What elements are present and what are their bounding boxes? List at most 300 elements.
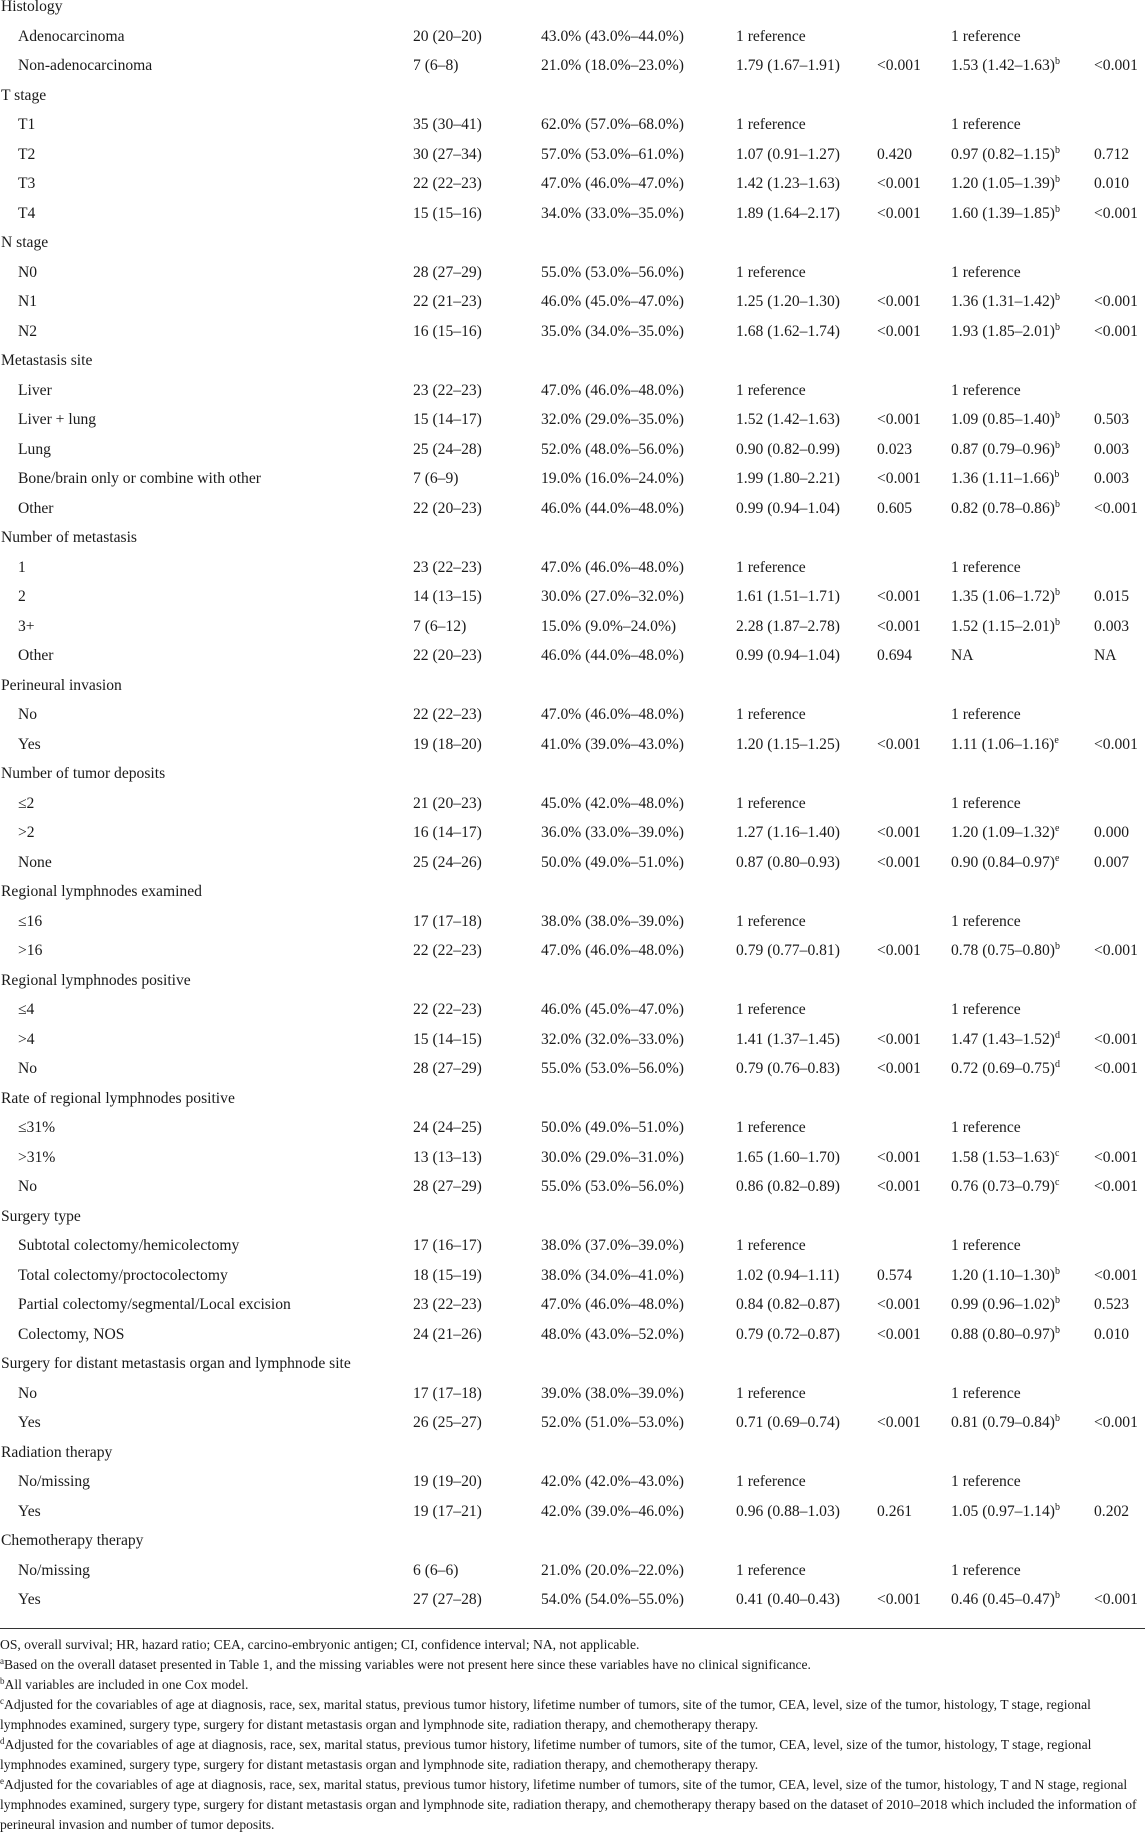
section-label: Number of tumor deposits (1, 765, 166, 782)
univariate-hr-cell: 1.41 (1.37–1.45) (736, 1030, 840, 1048)
univariate-p-cell: <0.001 (877, 175, 921, 192)
median-os-cell: 15 (15–16) (413, 204, 482, 222)
median-os-cell: 6 (6–6) (413, 1561, 459, 1579)
section-label: N stage (1, 234, 49, 251)
footnote-letter: a (0, 1656, 4, 1666)
univariate-hr-cell: 2.28 (1.87–2.78) (736, 617, 840, 635)
row-label: Other (18, 499, 54, 517)
table-row (0, 789, 1145, 819)
table-row (0, 907, 1145, 937)
survival-rate-cell: 38.0% (37.0%–39.0%) (541, 1237, 684, 1254)
multivariate-hr-cell (951, 22, 1021, 52)
table-row (0, 1408, 1145, 1438)
univariate-hr-cell: 1 reference (736, 1384, 806, 1402)
footnote-marker: d (1054, 1059, 1060, 1070)
univariate-hr-cell: 1.42 (1.23–1.63) (736, 175, 840, 192)
section-label: Rate of regional lymphnodes positive (1, 1089, 235, 1107)
section-label: Regional lymphnodes positive (1, 971, 191, 989)
footnote-marker: c (1054, 1147, 1060, 1159)
multivariate-p-cell: <0.001 (1094, 1060, 1138, 1077)
median-os-cell: 22 (22–23) (413, 175, 482, 192)
median-os-cell: 22 (22–23) (413, 942, 482, 959)
footnote-text: All variables are included in one Cox model. (4, 1677, 249, 1692)
survival-rate-cell: 52.0% (48.0%–56.0%) (541, 440, 684, 458)
multivariate-p-cell: <0.001 (1094, 1591, 1138, 1608)
row-label: 2 (18, 588, 26, 605)
multivariate-hr-value: 1.05 (0.97–1.14) (951, 1502, 1055, 1520)
multivariate-p-cell: <0.001 (1094, 322, 1138, 340)
multivariate-hr-value: 1 reference (951, 1119, 1021, 1136)
univariate-p-cell: 0.023 (877, 440, 913, 458)
row-label: 1 (18, 558, 26, 576)
row-label: T3 (18, 175, 36, 192)
median-os-cell: 23 (22–23) (413, 381, 482, 399)
row-label: Colectomy, NOS (18, 1325, 125, 1343)
median-os-cell: 19 (19–20) (413, 1473, 482, 1490)
median-os-cell: 23 (22–23) (413, 1296, 482, 1313)
row-label: Yes (18, 1591, 41, 1608)
row-label: Liver (18, 381, 52, 399)
multivariate-hr-value: 1.53 (1.42–1.63) (951, 57, 1055, 74)
footnote-marker: b (1054, 469, 1060, 480)
multivariate-hr-cell (951, 1408, 1060, 1438)
survival-rate-cell: 38.0% (34.0%–41.0%) (541, 1266, 684, 1284)
multivariate-hr-cell (951, 1231, 1021, 1261)
footnote-marker: b (1054, 321, 1060, 333)
multivariate-p-cell: <0.001 (1094, 735, 1138, 753)
univariate-p-cell: <0.001 (877, 411, 921, 428)
median-os-cell: 24 (24–25) (413, 1119, 482, 1136)
table-row (0, 1320, 1145, 1350)
univariate-hr-cell: 1 reference (736, 1001, 806, 1018)
multivariate-hr-value: 0.81 (0.79–0.84) (951, 1414, 1055, 1431)
footnote-marker: b (1054, 1590, 1060, 1601)
multivariate-hr-value: 0.76 (0.73–0.79) (951, 1178, 1055, 1195)
univariate-hr-cell: 1.99 (1.80–2.21) (736, 470, 840, 487)
multivariate-hr-value: 0.97 (0.82–1.15) (951, 145, 1055, 163)
multivariate-hr-cell (951, 1290, 1060, 1320)
univariate-p-cell: <0.001 (877, 853, 921, 871)
row-label: Total colectomy/proctocolectomy (18, 1266, 228, 1284)
univariate-p-cell: <0.001 (877, 942, 921, 959)
univariate-p-cell: <0.001 (877, 824, 921, 841)
table-row (0, 641, 1145, 671)
median-os-cell: 7 (6–9) (413, 470, 459, 487)
row-label: Yes (18, 1502, 41, 1520)
univariate-hr-cell: 1 reference (736, 706, 806, 723)
survival-rate-cell: 19.0% (16.0%–24.0%) (541, 470, 684, 487)
footnote-marker: c (1054, 1177, 1060, 1188)
survival-rate-cell: 55.0% (53.0%–56.0%) (541, 1060, 684, 1077)
table-row (0, 1261, 1145, 1291)
survival-rate-cell: 47.0% (46.0%–47.0%) (541, 175, 684, 192)
univariate-hr-cell: 1.52 (1.42–1.63) (736, 411, 840, 428)
section-label: Chemotherapy therapy (1, 1532, 144, 1549)
section-header-row (0, 523, 1145, 553)
multivariate-hr-cell (951, 51, 1060, 81)
row-label: T1 (18, 116, 36, 133)
median-os-cell: 17 (17–18) (413, 912, 482, 930)
median-os-cell: 22 (21–23) (413, 293, 482, 310)
table-row (0, 1172, 1145, 1202)
row-label: N1 (18, 293, 38, 310)
median-os-cell: 35 (30–41) (413, 116, 482, 133)
table-row (0, 140, 1145, 170)
univariate-p-cell: 0.605 (877, 499, 913, 517)
median-os-cell: 22 (22–23) (413, 1001, 482, 1018)
univariate-hr-cell: 1.65 (1.60–1.70) (736, 1148, 840, 1166)
multivariate-hr-value: 1.58 (1.53–1.63) (951, 1148, 1055, 1166)
univariate-hr-cell: 0.79 (0.76–0.83) (736, 1060, 840, 1077)
multivariate-hr-cell (951, 1320, 1060, 1350)
multivariate-hr-value: 1 reference (951, 1001, 1021, 1018)
multivariate-hr-value: NA (951, 647, 974, 664)
multivariate-p-cell: 0.000 (1094, 824, 1130, 841)
footnote-letter: d (0, 1736, 5, 1746)
multivariate-p-cell: <0.001 (1094, 57, 1138, 74)
median-os-cell: 27 (27–28) (413, 1591, 482, 1608)
multivariate-hr-value: 1 reference (951, 706, 1021, 723)
section-label: Perineural invasion (1, 676, 122, 694)
multivariate-hr-cell (951, 464, 1059, 494)
univariate-p-cell: 0.694 (877, 647, 913, 664)
survival-rate-cell: 41.0% (39.0%–43.0%) (541, 735, 684, 753)
multivariate-p-cell: <0.001 (1094, 204, 1138, 222)
row-label: Yes (18, 735, 41, 753)
footnote-text: OS, overall survival; HR, hazard ratio; CEA, carcino-embryonic antigen; CI, confidence interval; NA, not applicable. (0, 1637, 640, 1652)
multivariate-hr-value: 0.78 (0.75–0.80) (951, 942, 1055, 959)
footnote-marker: b (1054, 1501, 1060, 1513)
row-label: ≤4 (18, 1001, 35, 1018)
table-row (0, 317, 1145, 347)
section-header-row (0, 1202, 1145, 1232)
footnote-text: Adjusted for the covariables of age at diagnosis, race, sex, marital status, previous tumor history, lifetime number of tumors, site of the tumor, CEA, level, size of the tumor, histology, T stage, regional lymphnodes examined, surgery type, surgery for distant metastasis organ and lymphnode site, radiation therapy, and chemotherapy therapy. (0, 1697, 1091, 1732)
univariate-hr-cell: 1 reference (736, 116, 806, 133)
row-label: No (18, 706, 38, 723)
footnote-marker: e (1054, 852, 1060, 864)
median-os-cell: 15 (14–15) (413, 1030, 482, 1048)
footnote-marker: b (1054, 174, 1060, 185)
univariate-p-cell: <0.001 (877, 1325, 921, 1343)
row-label: ≤16 (18, 912, 43, 930)
multivariate-hr-value: 1.09 (0.85–1.40) (951, 411, 1055, 428)
median-os-cell: 16 (15–16) (413, 322, 482, 340)
univariate-hr-cell: 1 reference (736, 381, 806, 399)
survival-rate-cell: 62.0% (57.0%–68.0%) (541, 116, 684, 133)
multivariate-p-cell: 0.712 (1094, 145, 1130, 163)
section-label: Regional lymphnodes examined (1, 883, 202, 900)
survival-rate-cell: 45.0% (42.0%–48.0%) (541, 794, 684, 812)
multivariate-hr-value: 0.99 (0.96–1.02) (951, 1296, 1055, 1313)
multivariate-hr-value: 1 reference (951, 1473, 1021, 1490)
row-label: >4 (18, 1030, 35, 1048)
multivariate-p-cell: 0.003 (1094, 470, 1130, 487)
univariate-p-cell: 0.574 (877, 1266, 913, 1284)
section-label: Number of metastasis (1, 529, 137, 546)
survival-rate-cell: 57.0% (53.0%–61.0%) (541, 145, 684, 163)
multivariate-p-cell: 0.503 (1094, 411, 1130, 428)
footnote-marker: b (1054, 1324, 1060, 1336)
table-row (0, 287, 1145, 317)
multivariate-hr-cell (951, 110, 1021, 140)
row-label: Yes (18, 1414, 41, 1431)
section-header-row (0, 966, 1145, 996)
footnote-marker: b (1054, 587, 1060, 598)
univariate-hr-cell: 0.99 (0.94–1.04) (736, 647, 840, 664)
multivariate-p-cell: 0.007 (1094, 853, 1130, 871)
row-label: Non-adenocarcinoma (18, 57, 153, 74)
multivariate-hr-cell (951, 169, 1060, 199)
median-os-cell: 25 (24–28) (413, 440, 482, 458)
footnote-marker: e (1054, 734, 1059, 746)
multivariate-hr-value: 0.72 (0.69–0.75) (951, 1060, 1055, 1077)
row-label: Lung (18, 440, 51, 458)
footnote-text: Adjusted for the covariables of age at diagnosis, race, sex, marital status, previous tumor history, lifetime number of tumors, site of the tumor, CEA, level, size of the tumor, histology, T stage, regional lymphnodes examined, surgery type, surgery for distant metastasis organ and lymphnode site, radiation therapy, and chemotherapy therapy. (0, 1737, 1092, 1772)
median-os-cell: 22 (20–23) (413, 499, 482, 517)
multivariate-hr-cell (951, 1556, 1021, 1586)
survival-rate-cell: 46.0% (44.0%–48.0%) (541, 647, 684, 664)
multivariate-hr-cell (951, 700, 1021, 730)
univariate-hr-cell: 1.27 (1.16–1.40) (736, 824, 840, 841)
multivariate-hr-value: 1.60 (1.39–1.85) (951, 204, 1055, 222)
footnote-marker: b (1054, 1295, 1060, 1306)
median-os-cell: 7 (6–12) (413, 617, 467, 635)
multivariate-hr-value: 0.46 (0.45–0.47) (951, 1591, 1055, 1608)
multivariate-hr-cell (951, 1585, 1060, 1615)
footnote (0, 1735, 1140, 1775)
multivariate-hr-cell (951, 405, 1060, 435)
median-os-cell: 28 (27–29) (413, 263, 482, 281)
footnote-marker: d (1054, 1029, 1060, 1041)
multivariate-hr-cell (951, 258, 1021, 288)
row-label: N0 (18, 263, 38, 281)
survival-rate-cell: 21.0% (18.0%–23.0%) (541, 57, 684, 74)
median-os-cell: 28 (27–29) (413, 1060, 482, 1077)
section-header-row (0, 759, 1145, 789)
footnote (0, 1635, 1140, 1655)
section-header-row (0, 877, 1145, 907)
univariate-hr-cell: 1 reference (736, 27, 806, 45)
multivariate-p-cell: <0.001 (1094, 499, 1138, 517)
multivariate-hr-cell (951, 818, 1059, 848)
footnote-marker: b (1054, 1265, 1060, 1277)
multivariate-hr-cell (951, 1025, 1060, 1055)
survival-rate-cell: 43.0% (43.0%–44.0%) (541, 27, 684, 45)
multivariate-hr-cell (951, 1143, 1059, 1173)
median-os-cell: 19 (18–20) (413, 735, 482, 753)
multivariate-hr-cell (951, 287, 1060, 317)
row-label: N2 (18, 322, 38, 340)
multivariate-p-cell: <0.001 (1094, 1414, 1138, 1431)
median-os-cell: 22 (22–23) (413, 706, 482, 723)
median-os-cell: 14 (13–15) (413, 588, 482, 605)
univariate-hr-cell: 1.79 (1.67–1.91) (736, 57, 840, 74)
section-header-row (0, 81, 1145, 111)
median-os-cell: 19 (17–21) (413, 1502, 482, 1520)
section-label: Surgery for distant metastasis organ and lymphnode site (1, 1355, 351, 1372)
multivariate-hr-cell (951, 582, 1060, 612)
survival-rate-cell: 47.0% (46.0%–48.0%) (541, 558, 684, 576)
median-os-cell: 17 (16–17) (413, 1237, 482, 1254)
multivariate-p-cell: 0.010 (1094, 1325, 1130, 1343)
univariate-hr-cell: 0.84 (0.82–0.87) (736, 1296, 840, 1313)
univariate-hr-cell: 1 reference (736, 1119, 806, 1136)
table-row (0, 582, 1145, 612)
table-row (0, 22, 1145, 52)
survival-rate-cell: 39.0% (38.0%–39.0%) (541, 1384, 684, 1402)
multivariate-hr-cell (951, 317, 1060, 347)
univariate-hr-cell: 1.89 (1.64–2.17) (736, 204, 840, 222)
footnote-marker: b (1054, 56, 1060, 67)
table-row (0, 199, 1145, 229)
median-os-cell: 22 (20–23) (413, 647, 482, 664)
footnote-marker: b (1054, 144, 1060, 156)
multivariate-hr-cell (951, 1261, 1060, 1291)
row-label: >31% (18, 1148, 56, 1166)
multivariate-hr-cell (951, 1467, 1021, 1497)
survival-rate-cell: 47.0% (46.0%–48.0%) (541, 942, 684, 959)
univariate-hr-cell: 0.90 (0.82–0.99) (736, 440, 840, 458)
table-row (0, 818, 1145, 848)
footnote-marker: b (1054, 941, 1060, 952)
table-row (0, 258, 1145, 288)
multivariate-hr-cell (951, 199, 1060, 229)
median-os-cell: 25 (24–26) (413, 853, 482, 871)
survival-rate-cell: 48.0% (43.0%–52.0%) (541, 1325, 684, 1343)
univariate-hr-cell: 1 reference (736, 263, 806, 281)
row-label: Adenocarcinoma (18, 27, 125, 45)
multivariate-hr-cell (951, 848, 1059, 878)
median-os-cell: 21 (20–23) (413, 794, 482, 812)
univariate-hr-cell: 1.61 (1.51–1.71) (736, 588, 840, 605)
multivariate-p-cell: <0.001 (1094, 1178, 1138, 1195)
footnote (0, 1695, 1140, 1735)
multivariate-hr-value: 1.36 (1.11–1.66) (951, 470, 1055, 487)
survival-rate-cell: 47.0% (46.0%–48.0%) (541, 381, 684, 399)
multivariate-hr-value: 0.87 (0.79–0.96) (951, 440, 1055, 458)
multivariate-hr-value: 1.20 (1.05–1.39) (951, 175, 1055, 192)
univariate-hr-cell: 1.25 (1.20–1.30) (736, 293, 840, 310)
multivariate-hr-value: 0.82 (0.78–0.86) (951, 499, 1055, 517)
footnote-letter: e (0, 1776, 4, 1786)
survival-rate-cell: 54.0% (54.0%–55.0%) (541, 1591, 684, 1608)
multivariate-hr-value: 1.93 (1.85–2.01) (951, 322, 1055, 340)
multivariate-hr-cell (951, 612, 1060, 642)
univariate-p-cell: <0.001 (877, 1591, 921, 1608)
table-row (0, 1467, 1145, 1497)
table-row (0, 1113, 1145, 1143)
univariate-p-cell: <0.001 (877, 1060, 921, 1077)
median-os-cell: 24 (21–26) (413, 1325, 482, 1343)
survival-rate-cell: 35.0% (34.0%–35.0%) (541, 322, 684, 340)
row-label: T2 (18, 145, 36, 163)
survival-rate-cell: 50.0% (49.0%–51.0%) (541, 1119, 684, 1136)
table-row (0, 405, 1145, 435)
row-label: Bone/brain only or combine with other (18, 470, 261, 487)
multivariate-p-cell: 0.202 (1094, 1502, 1130, 1520)
row-label: No/missing (18, 1473, 90, 1490)
univariate-p-cell: <0.001 (877, 617, 921, 635)
row-label: Subtotal colectomy/hemicolectomy (18, 1237, 240, 1254)
footnote-marker: b (1054, 616, 1060, 628)
section-label: T stage (1, 86, 47, 104)
row-label: >16 (18, 942, 43, 959)
median-os-cell: 30 (27–34) (413, 145, 482, 163)
median-os-cell: 16 (14–17) (413, 824, 482, 841)
table-row (0, 376, 1145, 406)
section-label: Radiation therapy (1, 1443, 113, 1461)
multivariate-hr-value: 1.20 (1.09–1.32) (951, 824, 1055, 841)
multivariate-p-cell: 0.015 (1094, 588, 1130, 605)
table-row (0, 1585, 1145, 1615)
multivariate-p-cell: 0.523 (1094, 1296, 1130, 1313)
section-header-row (0, 0, 1145, 22)
row-label: >2 (18, 824, 35, 841)
survival-rate-cell: 47.0% (46.0%–48.0%) (541, 1296, 684, 1313)
median-os-cell: 17 (17–18) (413, 1384, 482, 1402)
table-row (0, 494, 1145, 524)
multivariate-p-cell: 0.003 (1094, 617, 1130, 635)
univariate-hr-cell: 1.20 (1.15–1.25) (736, 735, 840, 753)
footnote-marker: b (1054, 1413, 1060, 1424)
univariate-p-cell: <0.001 (877, 588, 921, 605)
section-header-row (0, 228, 1145, 258)
multivariate-hr-cell (951, 1172, 1059, 1202)
multivariate-p-cell: <0.001 (1094, 1148, 1138, 1166)
multivariate-hr-value: 1 reference (951, 381, 1021, 399)
section-header-row (0, 1526, 1145, 1556)
multivariate-hr-value: 1 reference (951, 912, 1021, 930)
median-os-cell: 18 (15–19) (413, 1266, 482, 1284)
univariate-hr-cell: 1 reference (736, 794, 806, 812)
multivariate-p-cell: 0.003 (1094, 440, 1130, 458)
table-row (0, 1290, 1145, 1320)
footnote-text: Adjusted for the covariables of age at diagnosis, race, sex, marital status, previous tumor history, lifetime number of tumors, site of the tumor, CEA, level, size of the tumor, histology, T and N stage, regional lymphnodes examined, surgery type, surgery for distant metastasis organ and lymphnode site, radiation therapy, and chemotherapy therapy based on the dataset of 2010–2018 which included the information of perineural invasion and number of tumor deposits. (0, 1777, 1137, 1832)
multivariate-hr-value: 1.35 (1.06–1.72) (951, 588, 1055, 605)
survival-rate-cell: 38.0% (38.0%–39.0%) (541, 912, 684, 930)
univariate-hr-cell: 1 reference (736, 1237, 806, 1254)
table-row (0, 1497, 1145, 1527)
univariate-hr-cell: 1.07 (0.91–1.27) (736, 145, 840, 163)
footnote-marker: b (1054, 439, 1060, 451)
table-row (0, 1054, 1145, 1084)
row-label: None (18, 853, 52, 871)
univariate-p-cell: <0.001 (877, 57, 921, 74)
multivariate-hr-cell (951, 1113, 1021, 1143)
row-label: 3+ (18, 617, 35, 635)
multivariate-hr-cell (951, 494, 1060, 524)
multivariate-hr-value: 1.36 (1.31–1.42) (951, 293, 1055, 310)
table-row (0, 995, 1145, 1025)
univariate-hr-cell: 1 reference (736, 1473, 806, 1490)
univariate-p-cell: <0.001 (877, 1030, 921, 1048)
univariate-p-cell: <0.001 (877, 1296, 921, 1313)
section-label: Metastasis site (1, 352, 93, 369)
multivariate-hr-cell (951, 907, 1021, 937)
multivariate-hr-cell (951, 140, 1060, 170)
row-label: No/missing (18, 1561, 90, 1579)
row-label: Partial colectomy/segmental/Local excision (18, 1296, 291, 1313)
multivariate-hr-cell (951, 1054, 1060, 1084)
univariate-p-cell: 0.261 (877, 1502, 913, 1520)
section-label: Histology (1, 0, 63, 15)
survival-rate-cell: 55.0% (53.0%–56.0%) (541, 263, 684, 281)
table-row (0, 1143, 1145, 1173)
univariate-p-cell: <0.001 (877, 1414, 921, 1431)
section-header-row (0, 1349, 1145, 1379)
survival-rate-cell: 15.0% (9.0%–24.0%) (541, 617, 677, 635)
table-row (0, 110, 1145, 140)
